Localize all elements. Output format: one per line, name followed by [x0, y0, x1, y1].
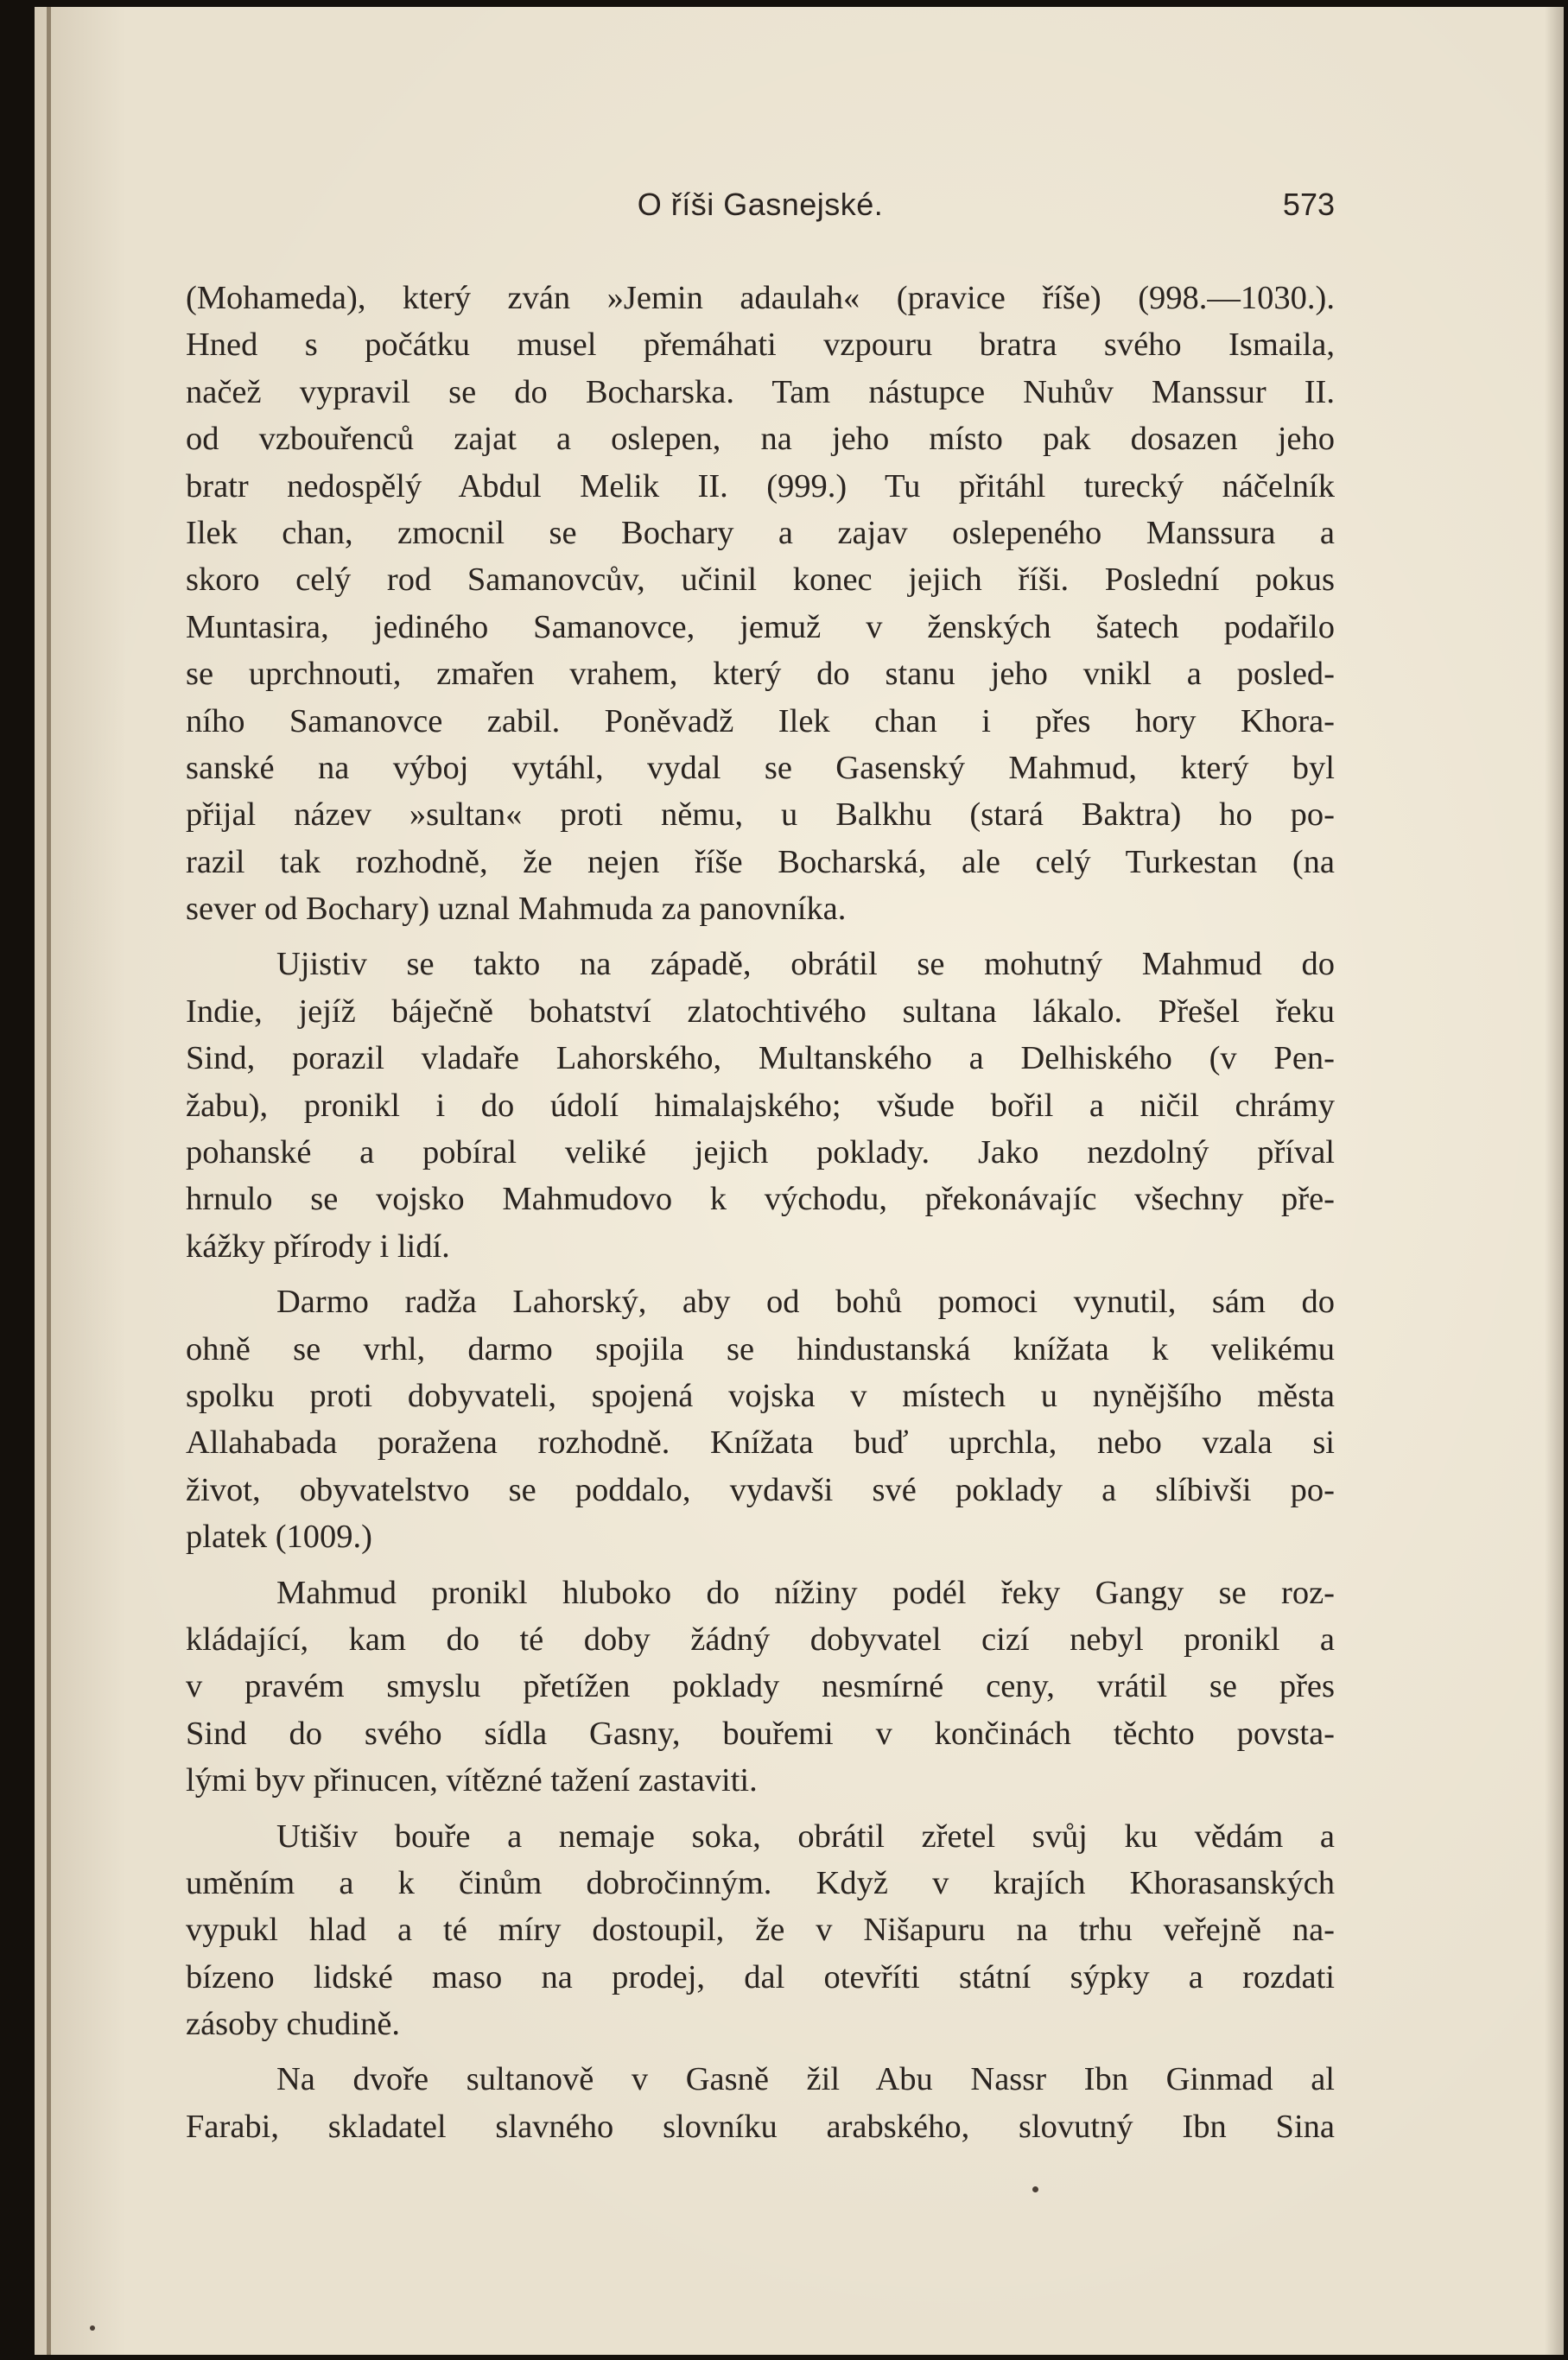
text-line: kážky přírody i lidí.: [186, 1228, 450, 1265]
text-line: bratr nedospělý Abdul Melik II. (999.) Tu přitáhl turecký náčelník: [186, 467, 1335, 504]
text-line: platek (1009.): [186, 1519, 372, 1556]
paragraph: [186, 1561, 1335, 1805]
paragraph: [186, 2047, 1335, 2150]
text-line: Na dvoře sultanově v Gasně žil Abu Nassr Ibn Ginmad al: [276, 2061, 1335, 2098]
text-line: se uprchnouti, zmařen vrahem, který do stanu jeho vnikl a posled-: [186, 656, 1335, 693]
text-line: pohanské a pobíral veliké jejich poklady. Jako nezdolný příval: [186, 1134, 1335, 1171]
paragraph-gap: [186, 1270, 1335, 1278]
page-header: [186, 183, 1335, 226]
text-line: uměním a k činům dobročinným. Když v krajích Khorasanských: [186, 1864, 1335, 1901]
text-line: přijal název »sultan« proti němu, u Balkhu (stará Baktra) ho po-: [186, 796, 1335, 834]
paragraph: [186, 275, 1335, 932]
text-line: žabu), pronikl i do údolí himalajského; všude bořil a ničil chrámy: [186, 1087, 1335, 1124]
text-line: od vzbouřenců zajat a oslepen, na jeho místo pak dosazen jeho: [186, 421, 1335, 458]
text-line: Farabi, skladatel slavného slovníku arabského, slovutný Ibn Sina: [186, 2108, 1335, 2145]
text-line: sever od Bochary) uznal Mahmuda za panovníka.: [186, 891, 847, 928]
text-line: sanské na výboj vytáhl, vydal se Gasenský Mahmud, který byl: [186, 749, 1335, 786]
paragraph: [186, 1805, 1335, 2048]
text-line: Utišiv bouře a nemaje soka, obrátil zřetel svůj ku vědám a: [276, 1818, 1335, 1855]
text-line: vypukl hlad a té míry dostoupil, že v Nišapuru na trhu veřejně na-: [186, 1912, 1335, 1949]
text-line: Indie, jejíž báječně bohatství zlatochtivého sultana lákalo. Přešel řeku: [186, 993, 1335, 1030]
text-line: (Mohameda), který zván »Jemin adaulah« (pravice říše) (998.—1030.).: [186, 280, 1335, 316]
text-line: Hned s počátku musel přemáhati vzpouru bratra svého Ismaila,: [186, 327, 1335, 364]
text-line: načež vypravil se do Bocharska. Tam nástupce Nuhův Manssur II.: [186, 373, 1335, 410]
paragraph-gap: [186, 932, 1335, 941]
text-line: Ujistiv se takto na západě, obrátil se mohutný Mahmud do: [276, 946, 1335, 983]
text-line: skoro celý rod Samanovcův, učinil konec jejich říši. Poslední pokus: [186, 561, 1335, 599]
running-title: O říši Gasnejské.: [637, 187, 884, 222]
text-line: Darmo radža Lahorský, aby od bohů pomoci vynutil, sám do: [276, 1284, 1335, 1321]
text-line: Ilek chan, zmocnil se Bochary a zajav oslepeného Manssura a: [186, 514, 1335, 551]
text-line: život, obyvatelstvo se poddalo, vydavši své poklady a slíbivši po-: [186, 1471, 1335, 1508]
text-line: Sind, porazil vladaře Lahorského, Multanského a Delhiského (v Pen-: [186, 1040, 1335, 1077]
text-line: spolku proti dobyvateli, spojená vojska v místech u nynějšího města: [186, 1377, 1335, 1414]
text-line: ního Samanovce zabil. Poněvadž Ilek chan i přes hory Khora-: [186, 702, 1335, 739]
paragraph: [186, 932, 1335, 1270]
text-line: hrnulo se vojsko Mahmudovo k východu, překonávajíc všechny pře-: [186, 1181, 1335, 1218]
text-line: Mahmud pronikl hluboko do nížiny podél řeky Gangy se roz-: [276, 1574, 1335, 1611]
paragraph: [186, 1270, 1335, 1560]
text-line: lými byv přinucen, vítězné tažení zastaviti.: [186, 1762, 758, 1799]
text-line: bízeno lidské maso na prodej, dal otevříti státní sýpky a rozdati: [186, 1958, 1335, 1995]
ink-speck: [90, 2325, 95, 2331]
page-number: 573: [1282, 187, 1335, 222]
ink-speck: [1032, 2186, 1038, 2192]
page-gutter-line: [47, 7, 51, 2355]
text-line: zásoby chudině.: [186, 2006, 401, 2043]
text-line: Muntasira, jediného Samanovce, jemuž v ženských šatech podařilo: [186, 608, 1335, 645]
text-line: razil tak rozhodně, že nejen říše Bocharská, ale celý Turkestan (na: [186, 843, 1335, 880]
paragraph-gap: [186, 2047, 1335, 2056]
text-line: ohně se vrhl, darmo spojila se hindustanská knížata k velikému: [186, 1330, 1335, 1367]
paragraph-gap: [186, 1805, 1335, 1813]
text-line: v pravém smyslu přetížen poklady nesmírné ceny, vrátil se přes: [186, 1668, 1335, 1705]
text-line: Allahabada poražena rozhodně. Knížata buď uprchla, nebo vzala si: [186, 1424, 1335, 1462]
text-line: kládající, kam do té doby žádný dobyvatel cizí nebyl pronikl a: [186, 1621, 1335, 1658]
text-line: Sind do svého sídla Gasny, bouřemi v končinách těchto povsta-: [186, 1715, 1335, 1752]
page-edge-shadow: [1545, 7, 1564, 2355]
body-text: [186, 275, 1335, 2150]
paragraph-gap: [186, 1561, 1335, 1570]
